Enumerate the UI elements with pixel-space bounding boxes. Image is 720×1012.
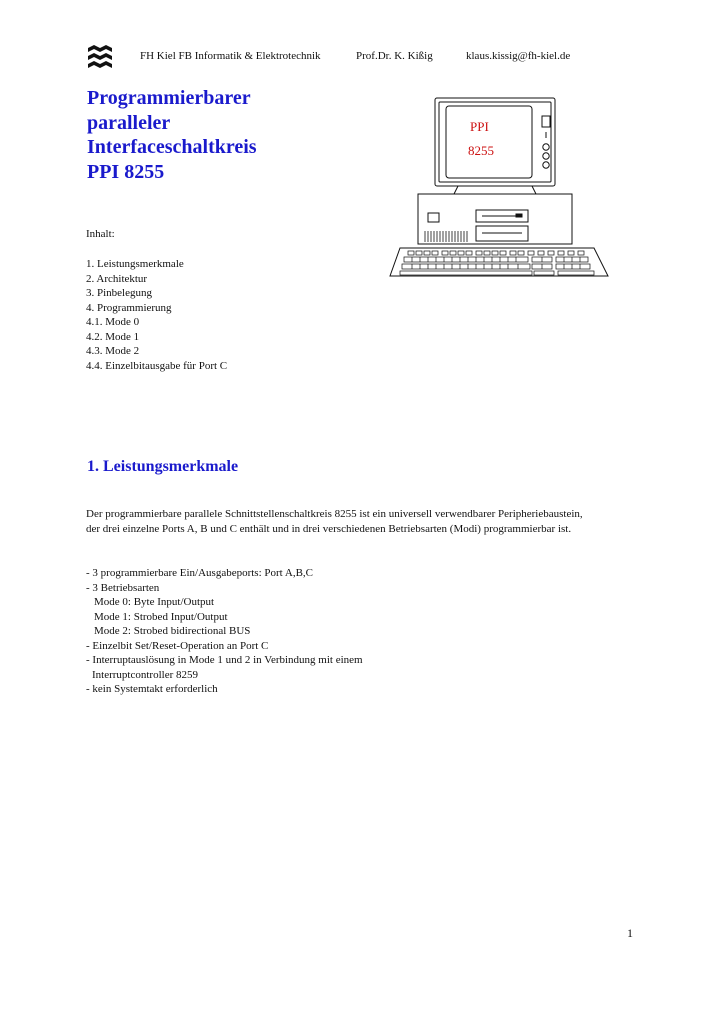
toc-item[interactable]: 4.2. Mode 1	[86, 330, 140, 343]
list-item: Mode 2: Strobed bidirectional BUS	[94, 625, 251, 637]
paragraph-line: der drei einzelne Ports A, B und C enthält und in drei verschiedenen Betriebsarten (Modi) programmierbar ist.	[86, 523, 572, 535]
toc-item[interactable]: 4.3. Mode 2	[86, 345, 140, 357]
contents-label: Inhalt:	[86, 228, 115, 240]
toc-item[interactable]: 1. Leistungsmerkmale	[86, 258, 184, 270]
screen-text-line2: 8255	[468, 143, 494, 158]
section-paragraph	[86, 507, 646, 537]
document-title	[87, 86, 387, 184]
table-of-contents	[86, 257, 227, 373]
screen-text-line1: PPI	[470, 119, 489, 134]
page-header	[86, 44, 646, 72]
header-email[interactable]: klaus.kissig@fh-kiel.de	[466, 50, 571, 62]
list-item: Mode 1: Strobed Input/Output	[94, 610, 228, 623]
paragraph-line: Der programmierbare parallele Schnittstellenschaltkreis 8255 ist ein universell verwendbarer Peripheriebaustein,	[86, 508, 583, 520]
features-list	[86, 566, 363, 697]
header-institution: FH Kiel FB Informatik & Elektrotechnik	[140, 50, 321, 62]
list-item: - 3 Betriebsarten	[86, 581, 160, 594]
title-line: Interfaceschaltkreis	[87, 136, 257, 158]
fh-kiel-logo-icon	[86, 44, 116, 72]
title-line: PPI 8255	[87, 160, 165, 183]
toc-item[interactable]: 3. Pinbelegung	[86, 287, 152, 299]
list-item: Mode 0: Byte Input/Output	[94, 596, 215, 608]
toc-item[interactable]: 2. Architektur	[86, 272, 148, 285]
title-line: Programmierbarer	[87, 87, 251, 109]
list-item: - Interruptauslösung in Mode 1 und 2 in Verbindung mit einem	[86, 654, 363, 666]
toc-item[interactable]: 4. Programmierung	[86, 301, 172, 314]
toc-item[interactable]: 4.1. Mode 0	[86, 316, 140, 328]
list-item: Interruptcontroller 8259	[92, 668, 198, 681]
section-heading: 1. Leistungsmerkmale	[87, 458, 239, 475]
list-item: - 3 programmierbare Ein/Ausgabeports: Port A,B,C	[86, 567, 313, 579]
list-item: - kein Systemtakt erforderlich	[86, 683, 218, 695]
toc-item[interactable]: 4.4. Einzelbitausgabe für Port C	[86, 359, 228, 372]
computer-illustration-icon	[388, 96, 610, 280]
list-item: - Einzelbit Set/Reset-Operation an Port C	[86, 639, 269, 652]
header-author: Prof.Dr. K. Kißig	[356, 50, 433, 62]
page-number: 1	[627, 926, 633, 940]
title-line: paralleler	[87, 111, 171, 134]
